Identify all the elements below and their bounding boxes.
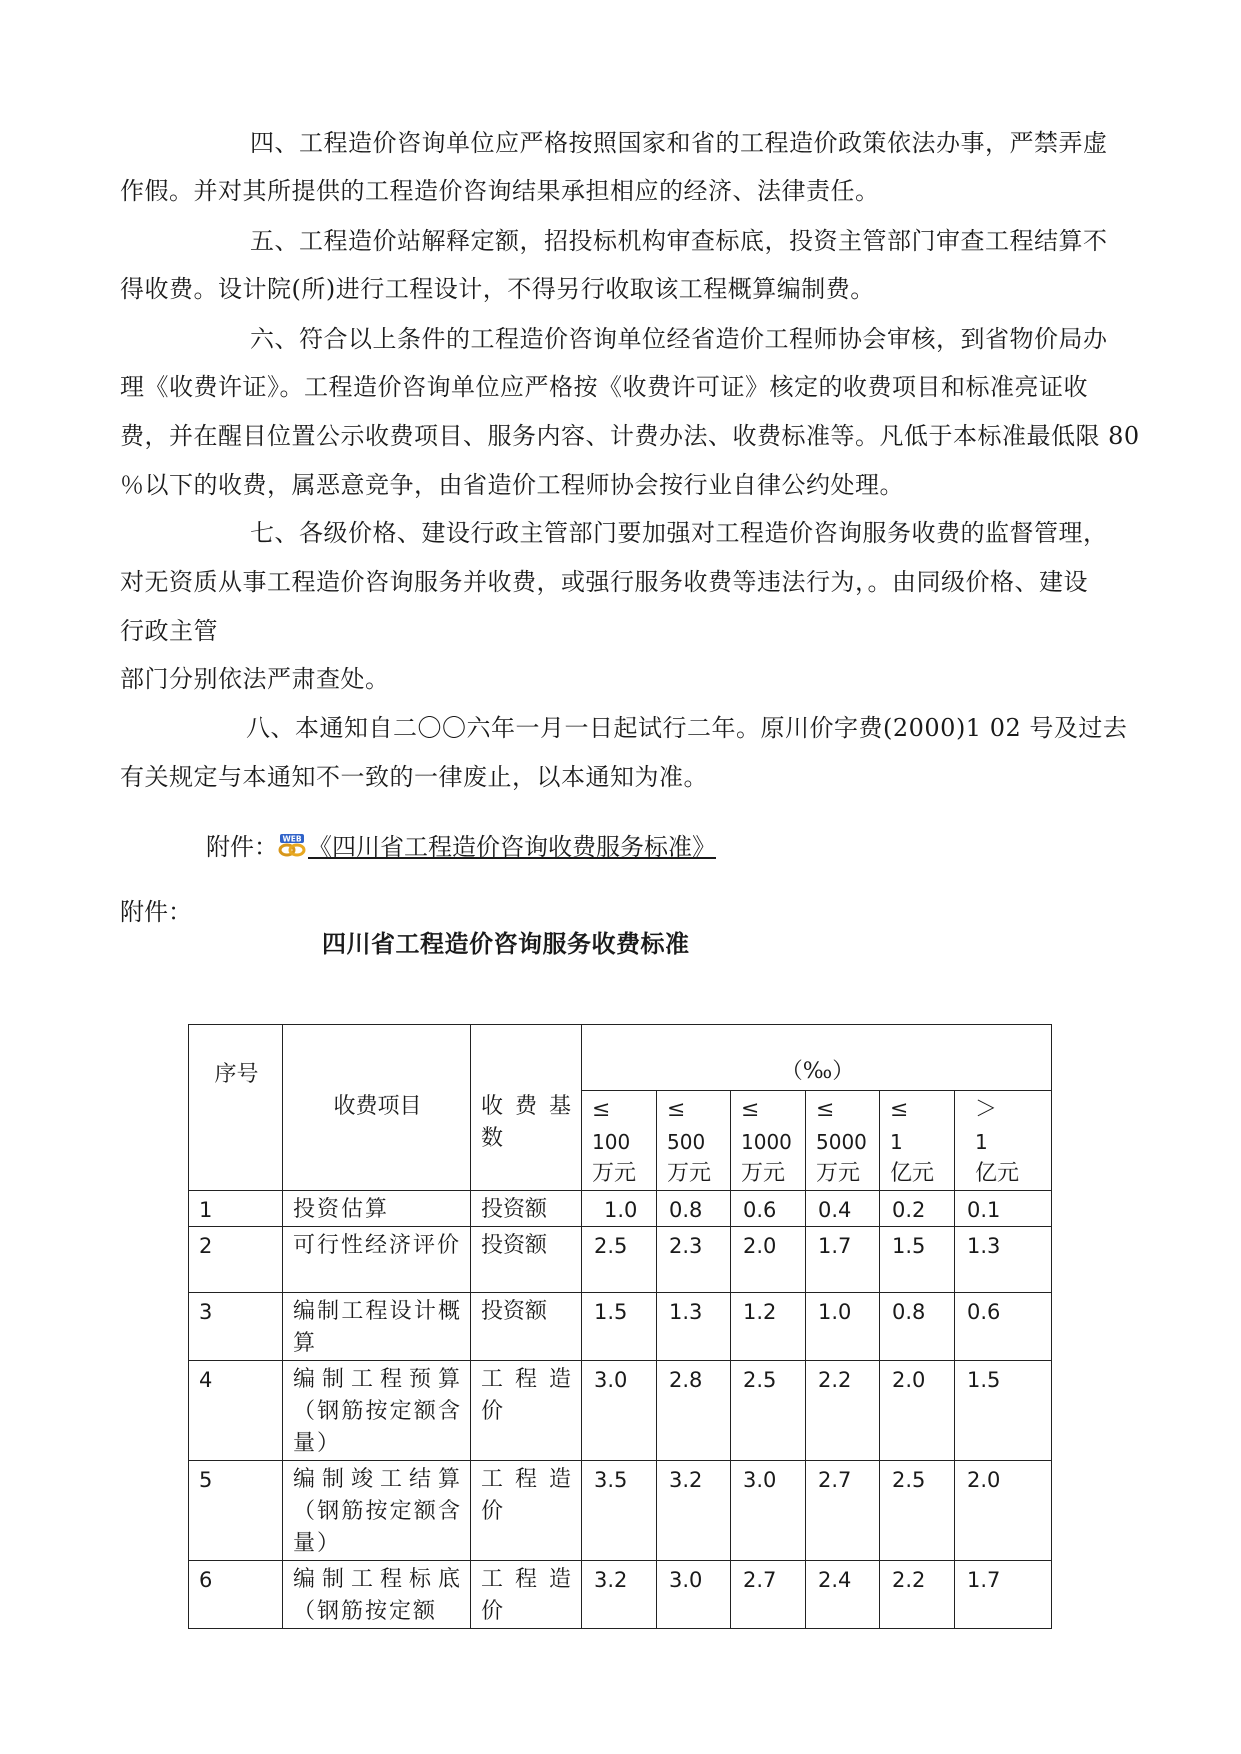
rate-cell: 1.7 <box>806 1227 880 1293</box>
row-base: 工程造价 <box>471 1361 582 1461</box>
row-base: 工程造价 <box>471 1461 582 1561</box>
paragraph-seven-line-2: 对无资质从事工程造价咨询服务并收费，或强行服务收费等违法行为，。由同级价格、建设 <box>120 568 1088 596</box>
attachment-line <box>206 832 716 862</box>
attachment-label: 附件： <box>206 833 278 861</box>
rate-cell: 3.2 <box>582 1561 657 1629</box>
rate-cell: 3.0 <box>582 1361 657 1461</box>
row-item: 投资估算 <box>283 1191 471 1227</box>
table-row <box>189 1461 1052 1561</box>
header-tier <box>582 1091 657 1191</box>
row-serial: 5 <box>189 1461 283 1561</box>
tier-symbol: ≤ <box>741 1097 760 1122</box>
paragraph-five-line-2: 得收费。设计院(所)进行工程设计，不得另行收取该工程概算编制费。 <box>120 275 875 303</box>
paragraph-four-line-1: 四、工程造价咨询单位应严格按照国家和省的工程造价政策依法办事，严禁弄虚 <box>250 129 1108 157</box>
rate-cell: 2.5 <box>731 1361 806 1461</box>
rate-cell: 2.7 <box>731 1561 806 1629</box>
row-base: 工程造价 <box>471 1561 582 1629</box>
tier-unit: 亿元 <box>975 1161 1020 1186</box>
header-rate-group: （‰） <box>582 1025 1052 1091</box>
rate-cell: 0.6 <box>731 1191 806 1227</box>
row-serial: 6 <box>189 1561 283 1629</box>
tier-symbol: ＞ <box>975 1097 998 1122</box>
row-item: 编制工程预算（钢筋按定额含量） <box>283 1361 471 1461</box>
rate-cell: 2.2 <box>806 1361 880 1461</box>
document-title: 四川省工程造价咨询服务收费标准 <box>322 930 690 958</box>
rate-cell: 1.3 <box>955 1227 1052 1293</box>
table-row <box>189 1561 1052 1629</box>
row-item: 编制工程标底（钢筋按定额 <box>283 1561 471 1629</box>
rate-cell: 2.0 <box>955 1461 1052 1561</box>
rate-cell: 2.2 <box>880 1561 955 1629</box>
header-tier <box>880 1091 955 1191</box>
tier-symbol: ≤ <box>667 1097 686 1122</box>
rate-cell: 3.2 <box>657 1461 731 1561</box>
tier-amount: 100 <box>592 1130 631 1154</box>
rate-cell: 0.1 <box>955 1191 1052 1227</box>
table-row <box>189 1227 1052 1293</box>
header-serial: 序号 <box>189 1025 283 1191</box>
tier-amount: 500 <box>667 1130 706 1154</box>
rate-cell: 2.5 <box>880 1461 955 1561</box>
rate-cell: 0.6 <box>955 1293 1052 1361</box>
tier-amount: 1 <box>890 1130 903 1154</box>
paragraph-seven-line-3: 行政主管 <box>120 617 218 645</box>
table-row <box>189 1191 1052 1227</box>
row-base: 投资额 <box>471 1227 582 1293</box>
paragraph-seven-line-1: 七、各级价格、建设行政主管部门要加强对工程造价咨询服务收费的监督管理， <box>250 519 1108 547</box>
paragraph-eight-line-1: 八、本通知自二〇〇六年一月一日起试行二年。原川价字费(2000)1 02 号及过去 <box>246 714 1128 742</box>
row-item: 编制工程设计概算 <box>283 1293 471 1361</box>
tier-unit: 亿元 <box>890 1161 935 1186</box>
rate-cell: 3.5 <box>582 1461 657 1561</box>
header-base: 收费基数 <box>471 1025 582 1191</box>
web-link-icon[interactable] <box>278 834 306 858</box>
header-tier <box>955 1091 1052 1191</box>
row-serial: 3 <box>189 1293 283 1361</box>
fee-standard-table <box>188 1024 1052 1629</box>
rate-cell: 1.5 <box>880 1227 955 1293</box>
tier-unit: 万元 <box>592 1161 637 1186</box>
paragraph-four-line-2: 作假。并对其所提供的工程造价咨询结果承担相应的经济、法律责任。 <box>120 177 880 205</box>
rate-cell: 3.0 <box>731 1461 806 1561</box>
rate-cell: 1.2 <box>731 1293 806 1361</box>
row-serial: 1 <box>189 1191 283 1227</box>
tier-unit: 万元 <box>816 1161 861 1186</box>
row-base: 投资额 <box>471 1293 582 1361</box>
tier-unit: 万元 <box>667 1161 712 1186</box>
tier-symbol: ≤ <box>816 1097 835 1122</box>
rate-cell: 1.3 <box>657 1293 731 1361</box>
tier-amount: 5000 <box>816 1130 867 1154</box>
header-tier <box>806 1091 880 1191</box>
rate-cell: 0.4 <box>806 1191 880 1227</box>
rate-cell: 1.0 <box>806 1293 880 1361</box>
rate-cell: 2.5 <box>582 1227 657 1293</box>
rate-cell: 0.2 <box>880 1191 955 1227</box>
paragraph-six-line-2: 理《收费许证》。工程造价咨询单位应严格按《收费许可证》核定的收费项目和标准亮证收 <box>120 373 1088 401</box>
paragraph-five-line-1: 五、工程造价站解释定额，招投标机构审查标底，投资主管部门审查工程结算不 <box>250 227 1108 255</box>
rate-cell: 2.0 <box>731 1227 806 1293</box>
tier-amount: 1000 <box>741 1130 792 1154</box>
paragraph-six-line-3: 费，并在醒目位置公示收费项目、服务内容、计费办法、收费标准等。凡低于本标准最低限 80 <box>120 422 1140 450</box>
header-tier <box>731 1091 806 1191</box>
web-icon-text: WEB <box>282 834 302 844</box>
rate-cell: 1.5 <box>582 1293 657 1361</box>
header-tier <box>657 1091 731 1191</box>
rate-cell: 1.7 <box>955 1561 1052 1629</box>
tier-unit: 万元 <box>741 1161 786 1186</box>
header-item: 收费项目 <box>283 1025 471 1191</box>
paragraph-six-line-1: 六、符合以上条件的工程造价咨询单位经省造价工程师协会审核，到省物价局办 <box>250 325 1108 353</box>
paragraph-six-line-4: ％以下的收费，属恶意竞争，由省造价工程师协会按行业自律公约处理。 <box>120 471 904 499</box>
rate-cell: 2.7 <box>806 1461 880 1561</box>
rate-cell: 1.0 <box>582 1191 657 1227</box>
attachment-link[interactable]: 《四川省工程造价咨询收费服务标准》 <box>308 833 716 861</box>
paragraph-seven-line-4: 部门分别依法严肃查处。 <box>120 665 390 693</box>
row-item: 可行性经济评价 <box>283 1227 471 1293</box>
row-item: 编制竣工结算（钢筋按定额含量） <box>283 1461 471 1561</box>
tier-symbol: ≤ <box>890 1097 909 1122</box>
table-row <box>189 1293 1052 1361</box>
paragraph-eight-line-2: 有关规定与本通知不一致的一律废止，以本通知为准。 <box>120 763 708 791</box>
rate-cell: 0.8 <box>657 1191 731 1227</box>
rate-cell: 2.4 <box>806 1561 880 1629</box>
rate-cell: 1.5 <box>955 1361 1052 1461</box>
attachment-label-secondary: 附件： <box>120 898 192 926</box>
rate-cell: 3.0 <box>657 1561 731 1629</box>
tier-amount: 1 <box>975 1130 988 1154</box>
rate-cell: 2.8 <box>657 1361 731 1461</box>
row-serial: 2 <box>189 1227 283 1293</box>
row-base: 投资额 <box>471 1191 582 1227</box>
rate-cell: 0.8 <box>880 1293 955 1361</box>
table-row <box>189 1361 1052 1461</box>
rate-cell: 2.3 <box>657 1227 731 1293</box>
rate-cell: 2.0 <box>880 1361 955 1461</box>
row-serial: 4 <box>189 1361 283 1461</box>
tier-symbol: ≤ <box>592 1097 611 1122</box>
